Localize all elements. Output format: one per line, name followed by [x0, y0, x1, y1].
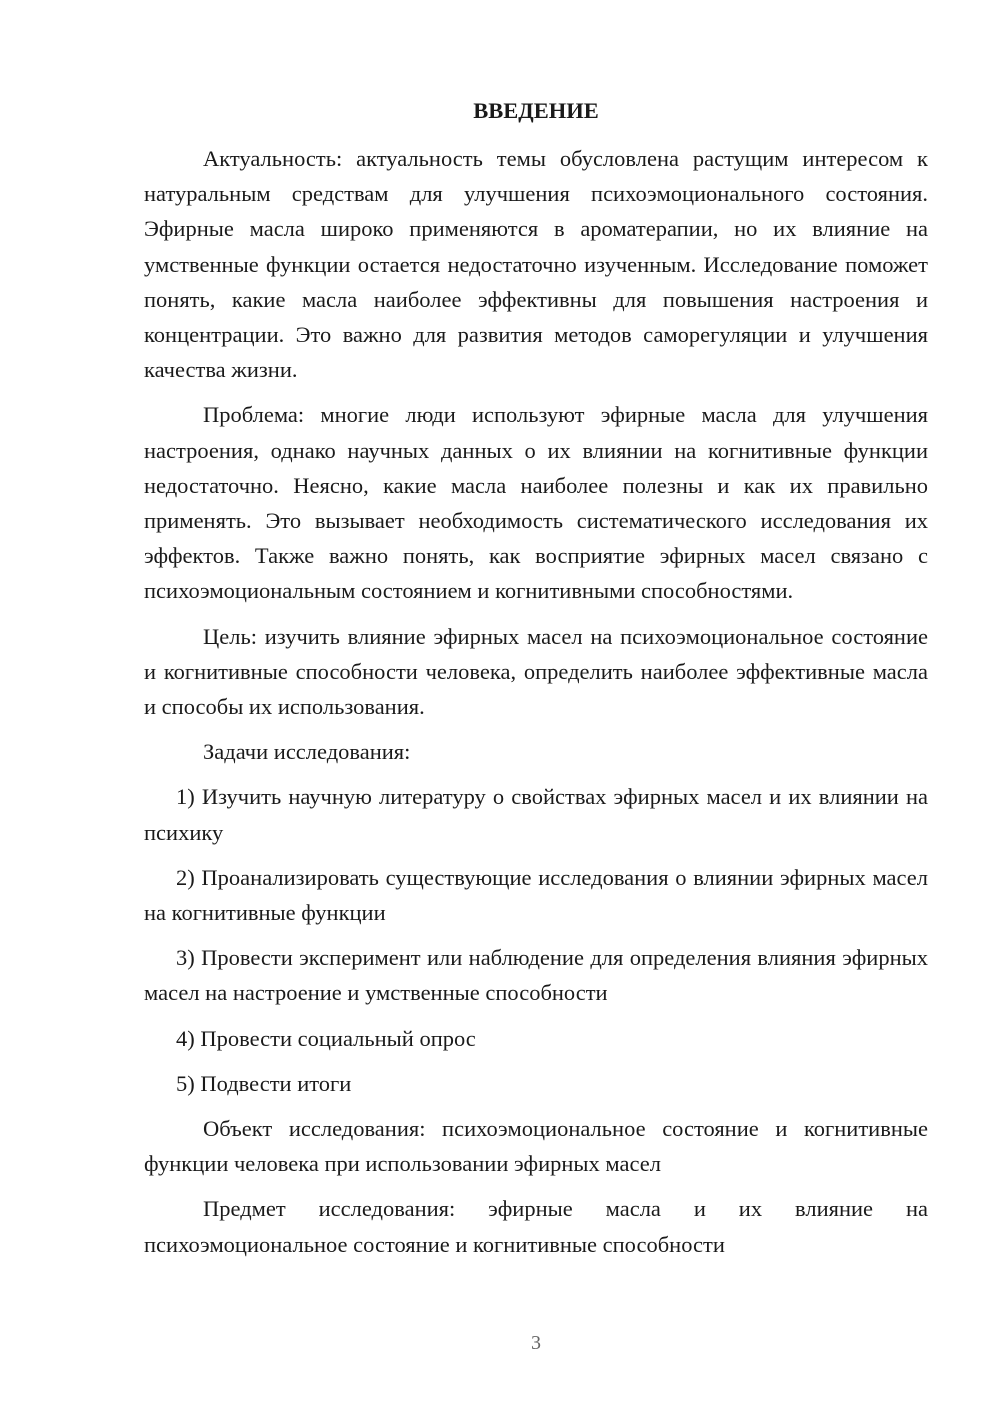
problem-paragraph: Проблема: многие люди используют эфирные масла для улучшения настроения, однако научных данных о их влиянии на когнитивные функции недостаточно. Неясно, какие масла наиболее полезны и как их правильно применять. Это вызывает необходимость систематического исследования их эффектов. Также важно понять, как восприятие эфирных масел связано с психоэмоциональным состоянием и когнитивными способностями.: [144, 402, 928, 604]
subject-paragraph: Предмет исследования: эфирные масла и их влияние на психоэмоциональное состояние и когнитивные способности: [144, 1196, 928, 1257]
task-item-3: 3) Провести эксперимент или наблюдение для определения влияния эфирных масел на настроение и умственные способности: [144, 945, 928, 1006]
task-item-5: 5) Подвести итоги: [176, 1070, 352, 1096]
task-item-2: 2) Проанализировать существующие исследования о влиянии эфирных масел на когнитивные функции: [144, 864, 928, 926]
relevance-paragraph: Актуальность: актуальность темы обусловлена растущим интересом к натуральным средствам для улучшения психоэмоционального состояния. Эфирные масла широко применяются в ароматерапии, но их влияние на умственные функции остается недостаточно изученным. Исследование поможет понять, какие масла наиболее эффективны для повышения настроения и концентрации. Это важно для развития методов саморегуляции и улучшения качества жизни.: [144, 146, 928, 383]
task-item-1: 1) Изучить научную литературу о свойствах эфирных масел и их влиянии на психику: [144, 784, 928, 845]
task-item-4: 4) Провести социальный опрос: [176, 1025, 476, 1051]
page-number: 3: [531, 1332, 541, 1354]
page-content: [144, 93, 928, 1272]
tasks-heading: Задачи исследования:: [203, 739, 411, 765]
object-paragraph: Объект исследования: психоэмоциональное состояние и когнитивные функции человека при использовании эфирных масел: [144, 1116, 928, 1177]
goal-paragraph: Цель: изучить влияние эфирных масел на психоэмоциональное состояние и когнитивные способности человека, определить наиболее эффективные масла и способы их использования.: [144, 623, 928, 720]
page-title: ВВЕДЕНИЕ: [473, 98, 599, 123]
